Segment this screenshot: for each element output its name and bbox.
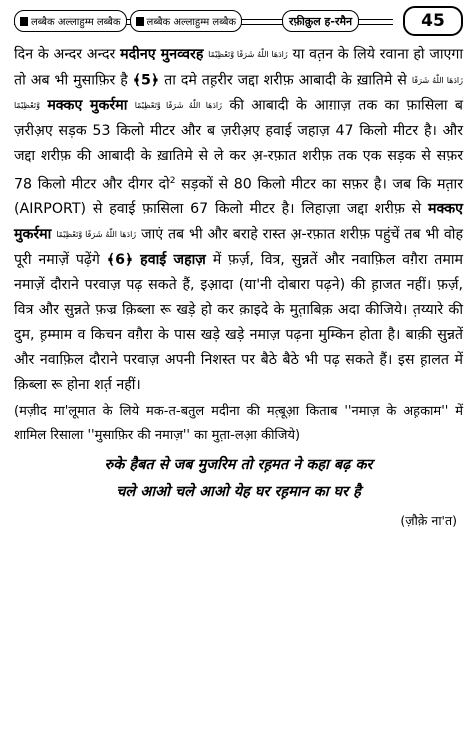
text-run: सड़कों से 80 किलो मीटर का सफ़र है। जब कि मत़ार (AIRPORT) से हवाई फ़ासिला 67 किलो मीटर है। लिहाज़ा जद्दा शरीफ़ से bbox=[14, 176, 464, 218]
verse-credit: (ज़ौक़े ना'त) bbox=[400, 512, 457, 528]
page-number: 45 bbox=[403, 6, 463, 36]
superscript: 2 bbox=[169, 175, 176, 186]
talbiyah-badge-left bbox=[14, 10, 127, 32]
verse-line-2: चले आओ चले आओ येह घर रह़मान का घर है bbox=[116, 483, 361, 500]
book-title: रफ़ीक़ुल ह-रमैन bbox=[282, 10, 359, 32]
verse bbox=[14, 452, 463, 506]
arabic-honorific: زَادَهَا اللّٰهُ شَرَفًا وَّتَعْظِيْمًا bbox=[14, 75, 464, 110]
talbiyah-badge-right bbox=[130, 10, 243, 32]
text-run: या वत़न के लिये रवाना हो जाएगा तो अब भी मुसाफ़िर है bbox=[14, 46, 464, 88]
talbiyah-text: लब्बैक अल्लाहुम्म लब्बैक bbox=[31, 17, 121, 28]
page-header bbox=[14, 4, 463, 38]
talbiyah-text: लब्बैक अल्लाहुम्म लब्बैक bbox=[146, 17, 237, 28]
place-name: मक्कए मुकर्रमा bbox=[14, 201, 463, 243]
paragraph bbox=[14, 42, 463, 398]
place-name: मदीनए मुनव्वरह bbox=[120, 46, 204, 63]
page bbox=[0, 4, 473, 741]
point-number: ﴾6﴿ bbox=[106, 251, 134, 268]
kaaba-icon bbox=[136, 17, 144, 26]
arabic-honorific: زَادَهَا اللّٰهُ شَرَفًا وَّتَعْظِيْمًا bbox=[208, 50, 288, 59]
kaaba-icon bbox=[20, 17, 28, 26]
text-run: की आबादी के आग़ाज़ तक का फ़ासिला ब ज़रीअ़ए सड़क 53 किलो मीटर और ब ज़रीअ़ए हवाई जहाज़ 47 किलो मीटर है। और जद्दा शरीफ़ की आबादी के ख़ातिमे से ले कर अ़-रफ़ात शरीफ़ तक एक सड़क से सफ़र 78 किलो मीटर और दीगर दो bbox=[14, 97, 464, 193]
main-text bbox=[14, 42, 463, 398]
point-number: ﴾5﴿ bbox=[132, 72, 160, 88]
heading-term: हवाई जहाज़ bbox=[140, 251, 206, 268]
text-run: ता दमे तह़रीर जद्दा शरीफ़ आबादी के ख़ातिमे से bbox=[164, 72, 407, 88]
text-run: जाएं तब भी और बराहे रास्त अ़-रफ़ात शरीफ़ पहुंचें तब भी वोह पूरी नमाज़ें पढ़ेंगे bbox=[14, 226, 464, 268]
text-run: में फ़र्ज़, वित्र, सुन्नतें और नवाफ़िल वग़ैरा तमाम नमाज़ें दौराने परवाज़ पढ़ सकते हैं, इआ़दा (या'नी दोबारा पढ़ने) की ह़ाजत नहीं। फ़र्ज़, वित्र और सुन्नते फ़ज्र क़िब्ला रू खड़े हो कर क़ाइदे के मुत़ाबिक़ अदा कीजिये। त़य्यारे की दुम, ह़म्माम व किचन वग़ैरा के पास खड़े खड़े नमाज़ पढ़ना मुम्किन होता है। बाक़ी सुन्नतें और नवाफ़िल दौराने परवाज़ अपनी निशस्त पर बैठे बैठे भी पढ़ सकते हैं। इस ह़ालत में क़िब्ला रू होना शर्त़ नहीं। bbox=[14, 251, 464, 393]
place-name: मक्कए मुकर्रमा bbox=[47, 97, 128, 114]
arabic-honorific: زَادَهَا اللّٰهُ شَرَفًا وَّتَعْظِيْمًا bbox=[56, 230, 137, 240]
verse-line-1: रुके हैबत से जब मुजरिम तो रह़मत ने कहा बढ़ कर bbox=[104, 456, 373, 473]
text-run: दिन के अन्दर अन्दर bbox=[14, 46, 116, 63]
reference-note: (मज़ीद मा'लूमात के लिये मक-त-बतुल मदीना की मत़्बूआ़ किताब ''नमाज़ के अह़काम'' में शामिल रिसाला ''मुसाफ़िर की नमाज़'' का मुत़ा-लआ़ कीजिये) bbox=[14, 403, 463, 443]
arabic-honorific: زَادَهَا اللّٰهُ شَرَفًا وَّتَعْظِيْمًا bbox=[134, 101, 223, 110]
